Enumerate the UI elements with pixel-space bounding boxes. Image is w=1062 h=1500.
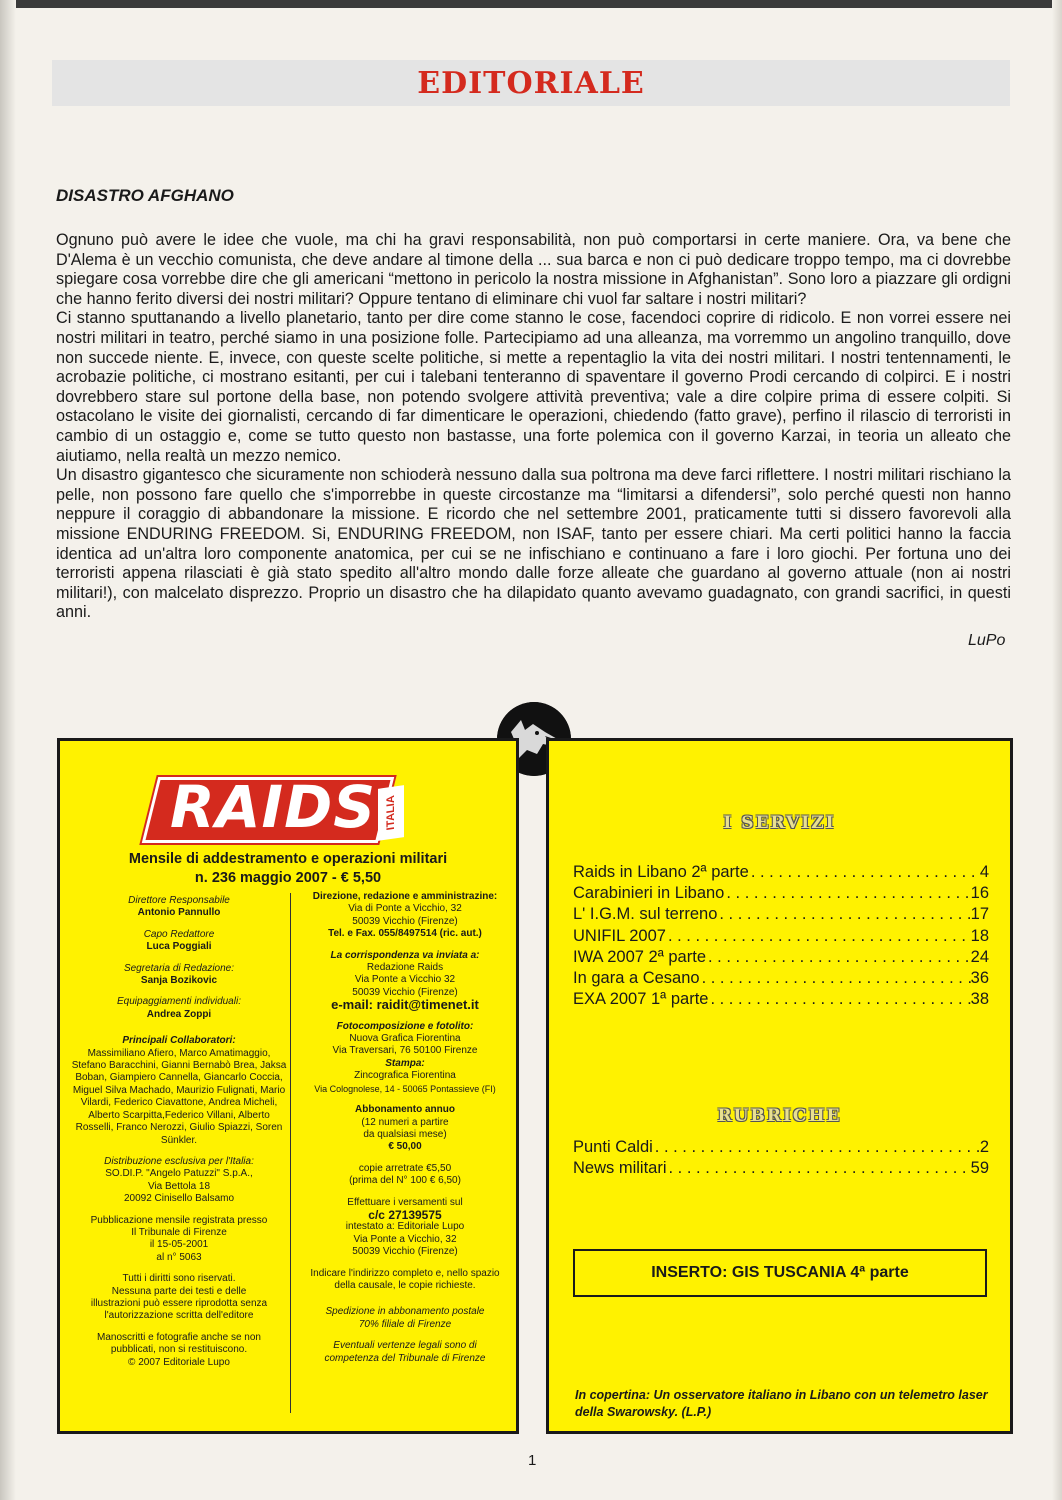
distributor-line: Via Bettola 18	[147, 1180, 211, 1192]
toc-title: Raids in Libano 2ª parte	[573, 863, 749, 881]
toc-leader	[666, 927, 971, 946]
address-line: Via Traversari, 76 50100 Firenze	[332, 1045, 478, 1057]
address-line: Nuova Grafica Fiorentina	[349, 1033, 461, 1045]
article-title: DISASTRO AFGHANO	[56, 186, 234, 205]
toc-page: 38	[970, 990, 989, 1009]
rights-line: Nessuna parte dei testi e delle	[111, 1285, 247, 1297]
subscription-price: € 50,00	[388, 1141, 422, 1153]
credit-label: La corrispondenza va inviata a:	[330, 949, 480, 961]
back-issues-line: (prima del N° 100 € 6,50)	[349, 1175, 461, 1187]
account-number: c/c 27139575	[368, 1207, 442, 1222]
page-right-edge	[1052, 0, 1062, 1500]
legal-line: Eventuali vertenze legali sono di	[333, 1340, 477, 1352]
back-issues-line: copie arretrate €5,50	[358, 1162, 452, 1174]
masthead-right-column	[294, 891, 516, 1374]
toc-leader	[724, 884, 970, 903]
instructions-line: Indicare l'indirizzo completo e, nello spazio	[310, 1267, 500, 1279]
manuscripts-line: Manoscritti e fotografie anche se non	[97, 1331, 261, 1343]
instructions-line: della causale, le copie richieste.	[334, 1279, 476, 1291]
column-divider	[290, 893, 291, 1413]
address-line: Zincografica Fiorentina	[354, 1070, 456, 1082]
subscription-label: Abbonamento annuo	[355, 1104, 455, 1116]
cover-note: In copertina: Un osservatore italiano in Libano con un telemetro laser della Swarowsky. (L.P.)	[575, 1388, 988, 1419]
collaborators-list: Massimiliano Afiero, Marco Amatimaggio, Stefano Baracchini, Gianni Bernabò Brea, Jaksa Boban, Giampiero Cannella, Giancarlo Coccia, Miguel Silva Machado, Maurizio Fulignati, Mario Vilardi, Federico Ciavattone, Andrea Micheli, Alberto Scarpitta,Federico Villani, Alberto Rosselli, Franco Nerozzi, Giulio Spiazzi, Soren Sünkler.	[71, 1047, 287, 1146]
header-band	[52, 60, 1010, 106]
magazine-issue: n. 236 maggio 2007 - € 5,50	[194, 870, 382, 886]
toc-row	[573, 884, 989, 905]
toc-page: 17	[970, 905, 989, 924]
toc-title: In gara a Cesano	[573, 968, 700, 987]
toc-title: EXA 2007 1ª parte	[573, 990, 709, 1009]
credit-label: Distribuzione esclusiva per l'Italia:	[104, 1155, 254, 1167]
credit-label: Capo Redattore	[143, 928, 215, 940]
article-paragraph: Ci stanno sputtanando a livello planetario, tanto per dire come stanno le cose, facendoci coprire di ridicolo. E non vorrei essere nei nostri militari in teatro, perché siamo in una posizione folle. Partecipiamo ad una alleanza, ma vorremmo un angolino tranquillo, dove non succede niente. E, invece, con queste scelte politiche, si mette a repentaglio la vita dei nostri militari. I nostri tentennamenti, le acrobazie politiche, ci mostrano esitanti, per cui i talebani tenteranno di spaventare il governo Prodi cercando di colpirci. E i nostri dovrebbero stare sul portone della base, non potendo svolgere attività preventiva; vale a dire colpire prima di essere colpiti. Si ostacolano le visite dei giornalisti, cercando di far dimenticare le operazioni, chiedendo (fatto grave), perfino il rilascio di terroristi in cambio di un ostaggio e, come se tutto questo non bastasse, una forte polemica con il governo Karzai, in teoria un alleato che aiutiamo, nella realtà un mezzo nemico.	[56, 309, 1011, 465]
toc-title: UNIFIL 2007	[573, 926, 666, 945]
address-line: Via Colognolese, 14 - 50065 Pontassieve (FI)	[314, 1083, 496, 1094]
article-paragraph: Ognuno può avere le idee che vuole, ma chi ha gravi responsabilità, non può comportarsi in certe maniere. Ora, va bene che D'Alema è un vecchio comunista, che deve andare al timone della ... sua barca e non ci può dedicare troppo tempo, ma ci dovrebbe spiegare cosa vorrebbe dire che gli americani “mettono in pericolo la nostra missione in Afghanistan”. Sono loro a piazzare gli ordigni che hanno ferito diversi dei nostri militari? Oppure tentano di eliminare chi vuol far saltare i nostri militari?	[56, 231, 1011, 308]
magazine-subtitle: Mensile di addestramento e operazioni militari	[128, 851, 448, 867]
credit-name: Sanja Bozikovic	[140, 975, 218, 987]
toc-leader	[717, 905, 970, 924]
subscription-line: (12 numeri a partire	[361, 1116, 449, 1128]
legal-line: competenza del Tribunale di Firenze	[324, 1352, 486, 1364]
toc-leader	[706, 948, 971, 967]
toc-title: IWA 2007 2ª parte	[573, 947, 706, 966]
toc-page: 59	[970, 1159, 989, 1178]
toc-row	[573, 969, 989, 990]
registration-line: al n° 5063	[156, 1251, 202, 1263]
toc-title: Punti Caldi	[573, 1138, 653, 1156]
rights-line: l'autorizzazione scritta dell'editore	[104, 1310, 254, 1322]
shipping-line: 70% filiale di Firenze	[358, 1318, 452, 1330]
payment-line: Effettuare i versamenti sul	[347, 1196, 463, 1208]
page-top-edge	[0, 0, 1062, 8]
registration-line: Il Tribunale di Firenze	[131, 1226, 227, 1238]
binding-shadow	[0, 0, 16, 1500]
manuscripts-line: pubblicati, non si restituiscono.	[110, 1344, 248, 1356]
toc-leader	[708, 990, 970, 1009]
distributor-line: 20092 Cinisello Balsamo	[123, 1193, 235, 1205]
page-title: EDITORIALE	[417, 66, 645, 101]
payment-line: intestato a: Editoriale Lupo	[345, 1221, 465, 1233]
shipping-line: Spedizione in abbonamento postale	[325, 1306, 485, 1318]
copyright-line: © 2007 Editoriale Lupo	[128, 1356, 230, 1368]
toc-title: L' I.G.M. sul terreno	[573, 905, 718, 924]
toc-page: 18	[970, 926, 989, 945]
credit-name: Andrea Zoppi	[146, 1008, 212, 1020]
page-number: 1	[528, 1452, 537, 1469]
phone-line: Tel. e Fax. 055/8497514 (ric. aut.)	[328, 928, 482, 940]
article-author: LuPo	[968, 632, 1006, 649]
toc-page: 2	[979, 1138, 989, 1156]
servizi-list	[573, 863, 989, 1011]
registration-line: Pubblicazione mensile registrata presso	[90, 1214, 268, 1226]
toc-title: News militari	[573, 1159, 667, 1178]
toc-leader	[653, 1138, 980, 1157]
toc-leader	[700, 969, 971, 988]
credit-label: Direttore Responsabile	[128, 895, 230, 906]
rubriche-heading: RUBRICHE	[717, 1106, 842, 1126]
toc-page: 4	[979, 863, 989, 881]
address-line: 50039 Vicchio (Firenze)	[352, 986, 458, 998]
toc-row	[573, 990, 989, 1011]
toc-leader	[749, 863, 980, 882]
credit-name: Antonio Pannullo	[137, 907, 221, 919]
masthead-left-column	[70, 895, 288, 1378]
toc-page: 24	[970, 947, 989, 966]
toc-row	[573, 863, 989, 884]
article-body	[56, 231, 1011, 623]
logo-text: RAIDS	[170, 773, 377, 841]
contents-panel	[546, 738, 1013, 1434]
credit-label: Stampa:	[385, 1057, 425, 1069]
raids-logo	[150, 765, 412, 849]
rubriche-list	[573, 1138, 989, 1180]
address-line: 50039 Vicchio (Firenze)	[352, 915, 458, 927]
subscription-line: da qualsiasi mese)	[363, 1128, 447, 1140]
toc-row	[573, 1138, 989, 1159]
toc-page: 16	[970, 884, 989, 903]
payment-line: 50039 Vicchio (Firenze)	[352, 1246, 458, 1258]
toc-title: Carabinieri in Libano	[573, 884, 725, 903]
toc-row	[573, 927, 989, 948]
rights-line: Tutti i diritti sono riservati.	[122, 1273, 236, 1285]
toc-leader	[667, 1159, 971, 1178]
logo-italia: ITALIA	[378, 785, 404, 841]
toc-page: 36	[970, 968, 989, 987]
credit-label: Fotocomposizione e fotolito:	[336, 1020, 474, 1032]
credit-label: Equipaggiamenti individuali:	[117, 996, 241, 1008]
credit-name: Luca Poggiali	[146, 941, 212, 953]
payment-line: Via Ponte a Vicchio, 32	[353, 1233, 457, 1245]
toc-row	[573, 1159, 989, 1180]
email-line: e-mail: raidit@timenet.it	[331, 997, 479, 1013]
credit-label: Direzione, redazione e amministrazine:	[312, 891, 498, 902]
article-paragraph: Un disastro gigantesco che sicuramente non schioderà nessuno dalla sua poltrona ma deve farci riflettere. I nostri militari rischiano la pelle, non possono fare quello che s'imporrebbe in queste circostanze ma “limitarsi a difendersi”, solo perché questi non hanno neppure il coraggio di abbandonare la missione. E ricordo che nel settembre 2001, praticamente tutti si dissero favorevoli alla missione ENDURING FREEDOM. Si, ENDURING FREEDOM, non ISAF, tanto per essere chiari. Ma certi politici hanno la faccia identica ad un'altra loro componente anatomica, per cui se ne infischiano e continuano a fare i loro giochi. Per fortuna uno dei terroristi appena rilasciati è già stato spedito all'altro mondo dalle forze alleate che guardano al governo attuale (non ai nostri militari!), con malcelato disprezzo. Proprio un disastro che ha dilapidato quanto avevamo guadagnato, con grandi sacrifici, in questi anni.	[56, 466, 1011, 622]
credit-label: Principali Collaboratori:	[122, 1035, 236, 1047]
registration-line: il 15-05-2001	[149, 1239, 209, 1251]
inserto-box: INSERTO: GIS TUSCANIA 4ª parte	[573, 1249, 987, 1297]
address-line: Via di Ponte a Vicchio, 32	[348, 903, 462, 915]
address-line: Via Ponte a Vicchio 32	[354, 974, 456, 986]
masthead-panel	[57, 738, 519, 1434]
toc-row	[573, 948, 989, 969]
credit-label: Segretaria di Redazione:	[123, 962, 235, 974]
servizi-heading: I SERVIZI	[723, 813, 836, 833]
wolf-eye	[535, 731, 539, 735]
address-line: Redazione Raids	[366, 962, 444, 974]
rights-line: illustrazioni può essere riprodotta senza	[90, 1297, 268, 1309]
toc-row	[573, 905, 989, 926]
distributor-line: SO.DI.P. "Angelo Patuzzi" S.p.A.,	[105, 1168, 253, 1180]
